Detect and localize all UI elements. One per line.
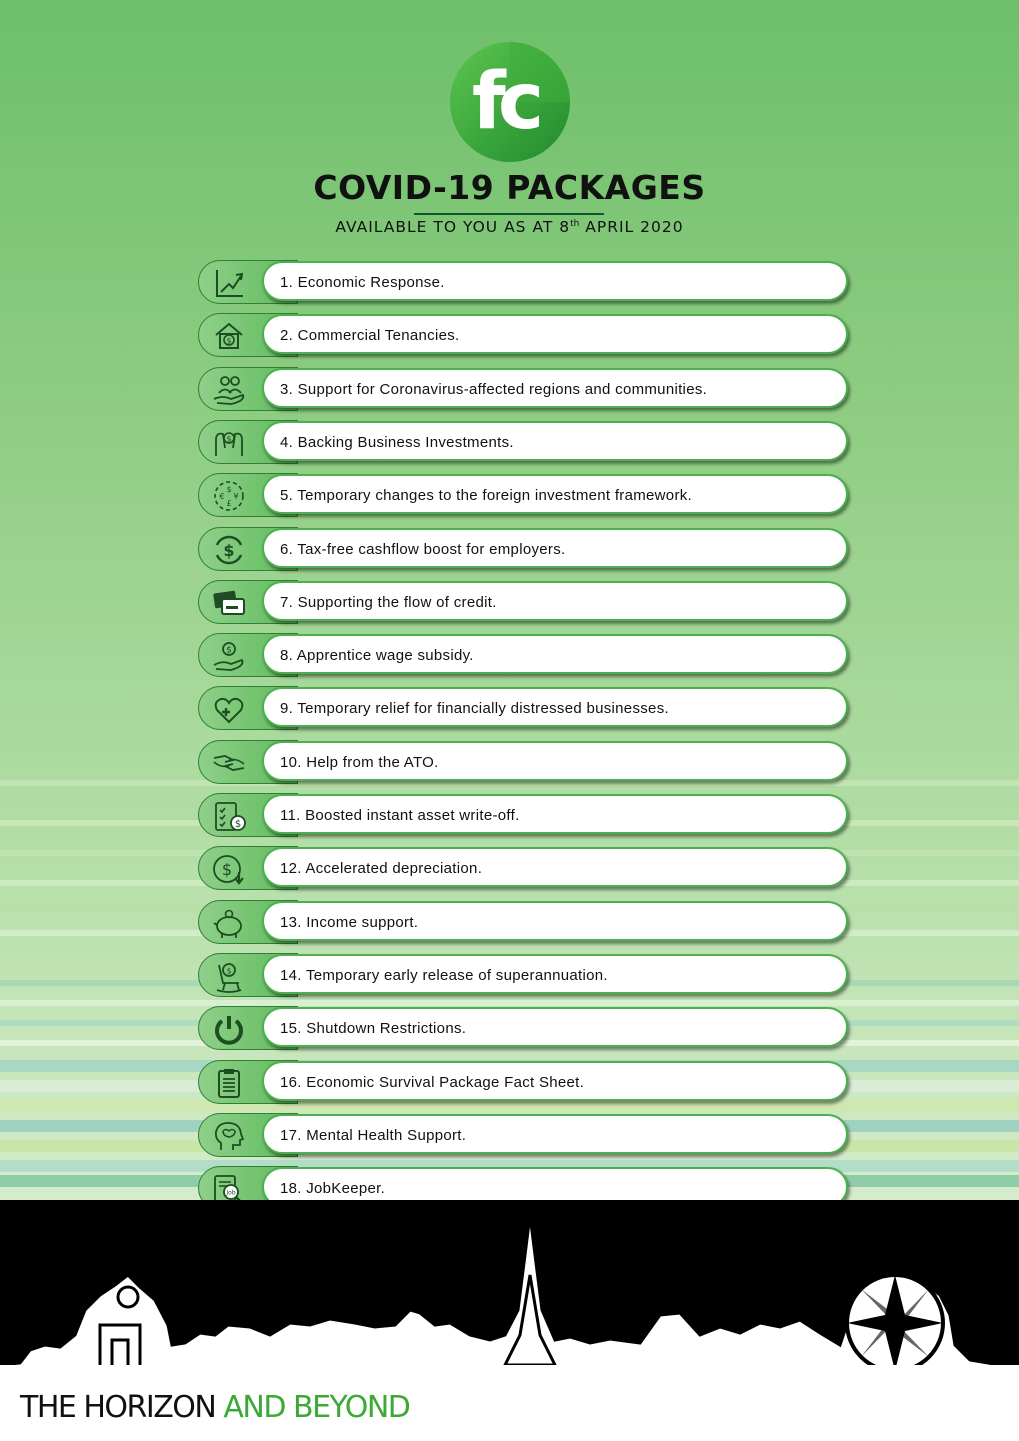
svg-text:$: $ <box>226 336 232 346</box>
package-pill <box>262 528 848 568</box>
package-item <box>198 260 852 304</box>
dollar-cycle-icon <box>211 533 247 567</box>
package-item <box>198 953 852 997</box>
svg-text:£: £ <box>226 499 232 508</box>
package-item <box>198 473 852 517</box>
package-item <box>198 633 852 677</box>
svg-text:fc: fc <box>471 57 537 147</box>
package-label: 16. Economic Survival Package Fact Sheet. <box>280 1074 585 1091</box>
package-label: 3. Support for Coronavirus-affected regions and communities. <box>280 381 708 398</box>
package-item <box>198 313 852 357</box>
rocking-chair-icon <box>211 959 247 993</box>
heart-plus-icon <box>211 692 247 726</box>
svg-text:$: $ <box>223 541 235 560</box>
package-label: 8. Apprentice wage subsidy. <box>280 647 474 664</box>
package-pill <box>262 901 848 941</box>
growth-chart-icon <box>211 266 247 300</box>
package-label: 4. Backing Business Investments. <box>280 434 514 451</box>
hands-dollar-icon <box>211 426 247 460</box>
currency-exchange-icon <box>211 479 247 513</box>
piggy-bank-icon <box>211 906 247 940</box>
package-label: 5. Temporary changes to the foreign investment framework. <box>280 487 693 504</box>
svg-text:$: $ <box>221 860 233 879</box>
package-label: 14. Temporary early release of superannuation. <box>280 967 608 984</box>
package-label: 15. Shutdown Restrictions. <box>280 1020 467 1037</box>
power-icon <box>211 1012 247 1046</box>
package-item <box>198 527 852 571</box>
package-label: 7. Supporting the flow of credit. <box>280 594 497 611</box>
svg-text:$: $ <box>226 645 232 656</box>
community-hand-icon <box>211 373 247 407</box>
dollar-down-icon <box>211 852 247 886</box>
package-label: 2. Commercial Tenancies. <box>280 327 460 344</box>
package-label: 18. JobKeeper. <box>280 1180 386 1197</box>
package-item <box>198 793 852 837</box>
package-pill <box>262 474 848 514</box>
package-item <box>198 1060 852 1104</box>
package-label: 1. Economic Response. <box>280 274 445 291</box>
package-item <box>198 580 852 624</box>
package-pill <box>262 634 848 674</box>
package-pill <box>262 1007 848 1047</box>
package-pill <box>262 847 848 887</box>
package-pill <box>262 421 848 461</box>
brand-tagline: THE HORIZON AND BEYOND <box>20 1390 410 1425</box>
package-item <box>198 1113 852 1157</box>
svg-text:$: $ <box>226 434 232 444</box>
hand-coin-icon <box>211 639 247 673</box>
svg-text:¥: ¥ <box>233 492 239 501</box>
package-label: 9. Temporary relief for financially distressed businesses. <box>280 700 669 717</box>
package-item <box>198 367 852 411</box>
page-title: COVID-19 PACKAGES <box>313 168 706 207</box>
package-item <box>198 740 852 784</box>
package-pill <box>262 794 848 834</box>
svg-text:$: $ <box>226 485 232 494</box>
title-underline <box>414 213 604 215</box>
package-pill <box>262 1061 848 1101</box>
package-label: 12. Accelerated depreciation. <box>280 860 483 877</box>
fc-logo <box>448 40 572 164</box>
package-item <box>198 420 852 464</box>
package-pill <box>262 261 848 301</box>
brain-head-icon <box>211 1119 247 1153</box>
package-pill <box>262 368 848 408</box>
package-label: 6. Tax-free cashflow boost for employers. <box>280 541 566 558</box>
package-item <box>198 900 852 944</box>
svg-text:$: $ <box>234 819 242 830</box>
package-item <box>198 686 852 730</box>
package-pill <box>262 314 848 354</box>
package-label: 13. Income support. <box>280 914 419 931</box>
package-pill <box>262 1114 848 1154</box>
svg-text:€: € <box>219 492 225 501</box>
package-pill <box>262 687 848 727</box>
package-pill <box>262 741 848 781</box>
svg-text:$: $ <box>226 966 232 976</box>
clipboard-icon <box>211 1066 247 1100</box>
package-item <box>198 846 852 890</box>
checklist-dollar-icon <box>211 799 247 833</box>
package-label: 10. Help from the ATO. <box>280 754 439 771</box>
package-label: 17. Mental Health Support. <box>280 1127 467 1144</box>
package-label: 11. Boosted instant asset write-off. <box>280 807 520 824</box>
package-pill <box>262 954 848 994</box>
house-dollar-icon <box>211 319 247 353</box>
package-pill <box>262 581 848 621</box>
package-item <box>198 1006 852 1050</box>
page-subtitle: AVAILABLE TO YOU AS AT 8th APRIL 2020 <box>335 218 684 236</box>
helping-hands-icon <box>211 746 247 780</box>
credit-cards-icon <box>211 586 247 620</box>
svg-text:Job: Job <box>226 1189 236 1197</box>
